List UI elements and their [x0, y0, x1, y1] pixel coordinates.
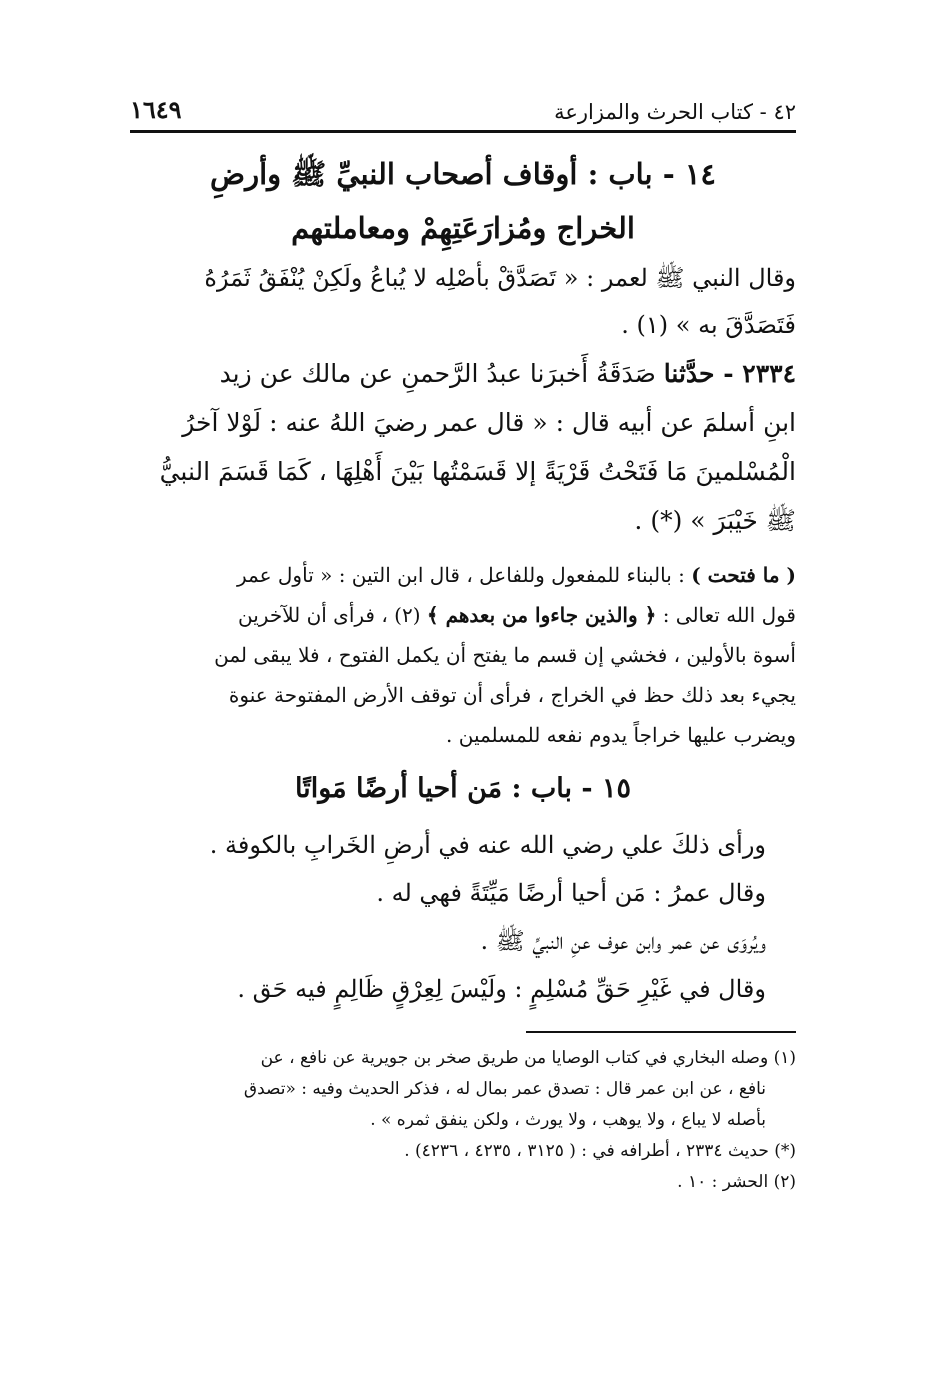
- commentary-line-4: يجيء بعد ذلك حظ في الخراج ، فرأى أن توقف الأرض المفتوحة عنوة: [228, 683, 796, 707]
- commentary-line-3: أسوة بالأولين ، فخشي إن قسم ما يفتح أن يكمل الفتوح ، فلا يبقى لمن: [214, 643, 796, 667]
- footnote-star: (*) حديث ٢٣٣٤ ، أطرافه في : ( ٣١٢٥ ، ٤٢٣٥ ، ٤٢٣٦) .: [404, 1141, 796, 1161]
- bab-14-text: [130, 255, 796, 349]
- bab-15-line-2: وقال عمرُ : مَن أحيا أرضًا مَيِّتَةً فهي له .: [376, 879, 766, 907]
- commentary-line-5: ويضرب عليها خراجاً يدوم نفعه للمسلمين .: [446, 723, 796, 747]
- hadith-line-4: ﷺ خَيْبَرَ » (*) .: [634, 506, 796, 535]
- hadith-number: ٢٣٣٤ - حدَّثنا: [663, 359, 796, 388]
- footnote-1-line-1: (١) وصله البخاري في كتاب الوصايا من طريق صخر بن جويرية عن نافع ، عن: [260, 1048, 796, 1068]
- hadith-line-1: [130, 349, 796, 398]
- footnote-1-line-2: نافع ، عن ابن عمر قال : تصدق عمر بمال له ، فذكر الحديث وفيه : «تصدق: [243, 1079, 766, 1099]
- bab-15-text: [130, 821, 796, 1013]
- bab-14-title-line-1: ١٤ - باب : أوقاف أصحاب النبيِّ ﷺ وأرضِ: [210, 157, 716, 191]
- bab-14-text-line-1: وقال النبي ﷺ لعمر : « تَصَدَّقْ بأصْلِه لا يُباعُ ولَكِنْ يُنْفَقُ ثَمَرُهُ: [204, 264, 796, 292]
- hadith-line-3: الْمُسْلمينَ مَا فَتَحْتُ قَرْيَةً إلا قَسَمْتُها بَيْنَ أَهْلِهَا ، كَمَا قَسَمَ النبيُّ: [159, 457, 796, 486]
- commentary-term: ( ما فتحت ): [691, 563, 796, 587]
- commentary-line-1-text: : بالبناء للمفعول وللفاعل ، قال ابن التين : « تأول عمر: [237, 563, 685, 587]
- bab-15-line-4: وقال في غَيْرِ حَقِّ مُسْلِمٍ : ولَيْسَ لِعِرْقٍ ظَالِمٍ فيه حَق .: [237, 975, 766, 1003]
- page: [130, 80, 796, 1198]
- hadith-line-1-text: صَدَقَةُ أَخبرَنا عبدُ الرَّحمنِ عن مالك عن زيد: [219, 359, 656, 388]
- bab-15-line-1: ورأى ذلكَ علي رضي الله عنه في أرضِ الخَرابِ بالكوفة .: [209, 831, 766, 859]
- bab-14-title-line-2: الخراج ومُزارَعَتِهِمْ ومعاملتهم: [291, 211, 635, 245]
- commentary-line-2: [130, 595, 796, 635]
- commentary: [130, 555, 796, 755]
- footnotes: [130, 1043, 796, 1198]
- page-number: ١٦٤٩: [130, 95, 182, 124]
- footnote-1-line-3: بأصله لا يباع ، ولا يوهب ، ولا يورث ، ولكن ينفق ثمره » .: [370, 1110, 766, 1130]
- footnote-2: (٢) الحشر : ١٠ .: [677, 1172, 796, 1192]
- bab-15-title: ١٥ - باب : مَن أحيا أرضًا مَواتًا: [294, 773, 632, 804]
- bab-15-line-3: ويُروَى عن عمر وابن عوف عنِ النبيِّ ﷺ .: [480, 927, 766, 955]
- commentary-line-2-end: (٢) ، فرأى أن للآخرين: [238, 603, 421, 627]
- running-header: [130, 80, 796, 133]
- footnote-divider: [526, 1031, 796, 1033]
- quran-quote: ﴿ والذين جاءوا من بعدهم ﴾: [426, 603, 657, 627]
- commentary-line-1: [130, 555, 796, 595]
- bab-14-text-line-2: فَتَصَدَّقَ به » (١) .: [621, 311, 796, 339]
- bab-14-title: [130, 147, 796, 255]
- hadith-2334: [130, 349, 796, 545]
- hadith-line-2: ابنِ أسلمَ عن أبيه قال : « قال عمر رضيَ اللهُ عنه : لَوْلا آخرُ: [182, 408, 796, 437]
- chapter-title: ٤٢ - كتاب الحرث والمزارعة: [554, 100, 796, 124]
- commentary-line-2-start: قول الله تعالى :: [662, 603, 796, 627]
